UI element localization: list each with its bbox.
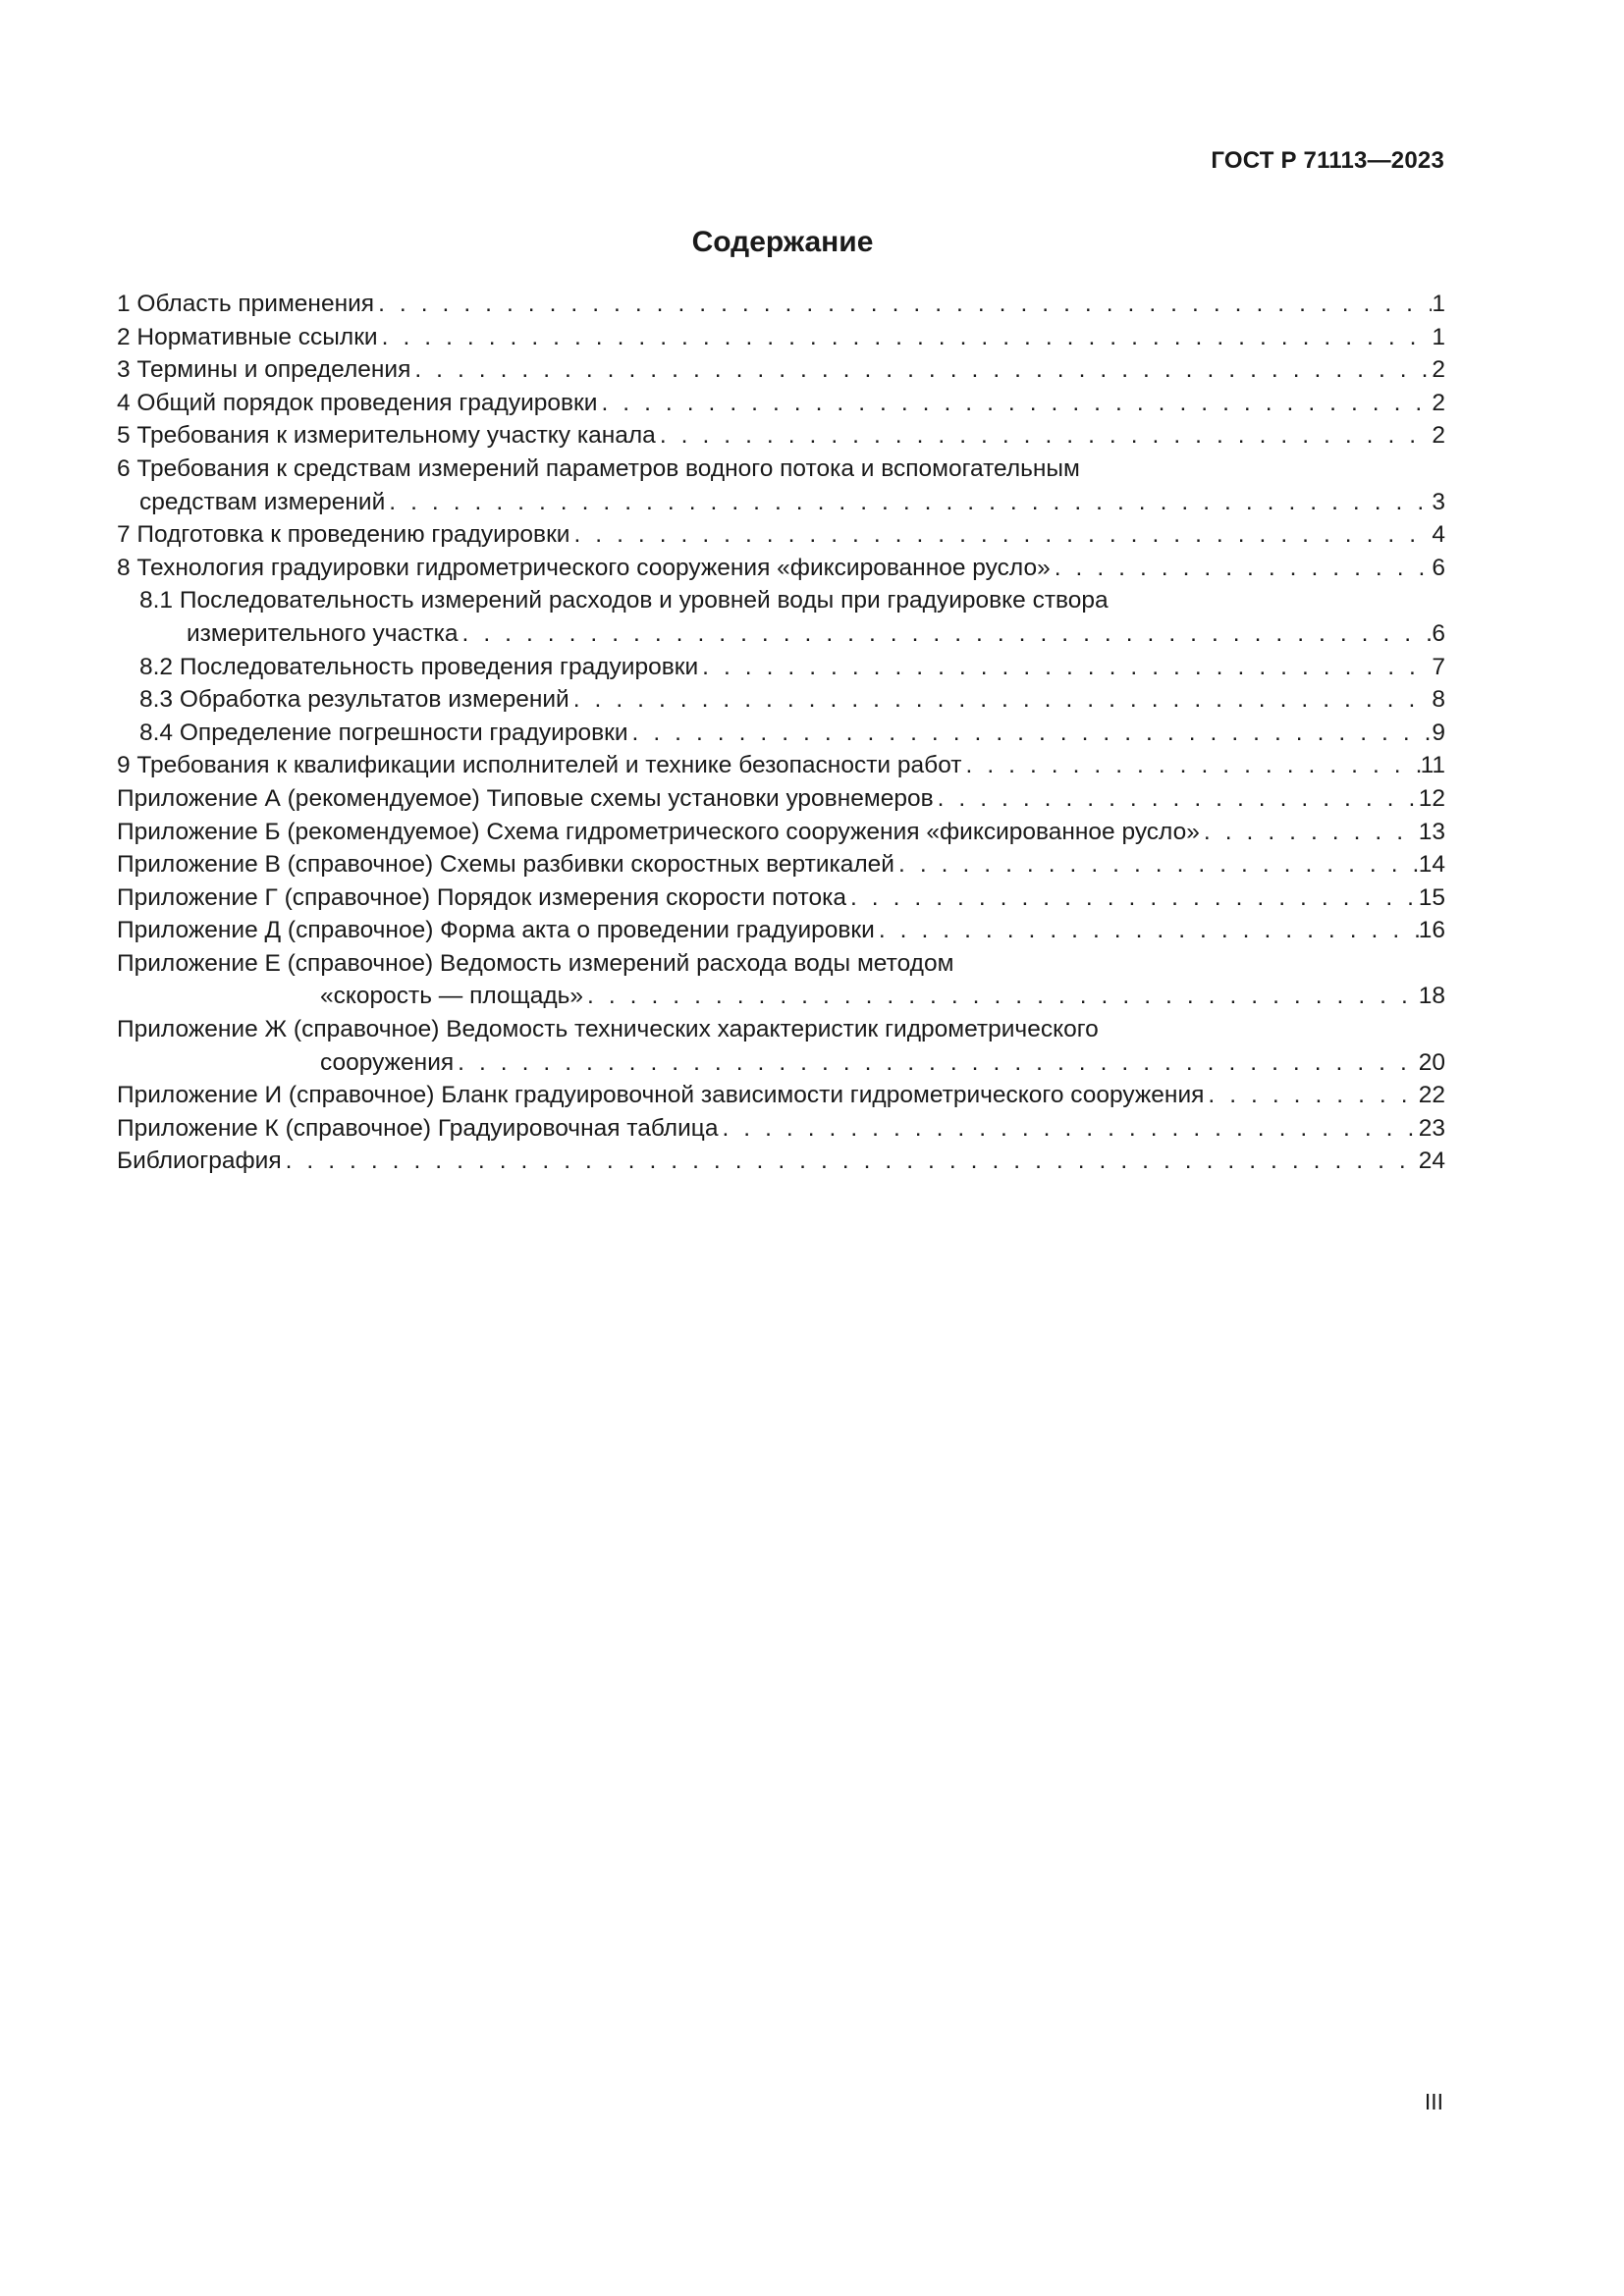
toc-entry-page: 9: [1432, 719, 1445, 746]
toc-entry-page: 20: [1418, 1048, 1445, 1076]
toc-leader-dots: [569, 683, 1433, 717]
toc-entry-page: 15: [1418, 883, 1445, 911]
toc-entry-text: Приложение И (справочное) Бланк градуировочной зависимости гидрометрического сооружения: [117, 1082, 1205, 1109]
toc-entry-page: 11: [1420, 752, 1445, 779]
toc-entry-page: 8: [1432, 686, 1445, 714]
toc-entry-text: 2 Нормативные ссылки: [117, 323, 378, 350]
toc-entry[interactable]: [117, 419, 1445, 453]
toc-entry-text: Приложение Д (справочное) Форма акта о проведении градуировки: [117, 917, 875, 944]
toc-entry-text: 8.4 Определение погрешности градуировки: [139, 719, 628, 746]
toc-appendix-entry[interactable]: [117, 914, 1445, 947]
toc-entry-page: 24: [1418, 1148, 1445, 1175]
toc-leader-dots: [894, 848, 1419, 881]
toc-entry-page: 2: [1432, 356, 1445, 384]
toc-leader-dots: [875, 914, 1419, 947]
toc-entry-text: 9 Требования к квалификации исполнителей и технике безопасности работ: [117, 752, 962, 779]
toc-entry-text: 5 Требования к измерительному участку канала: [117, 422, 656, 450]
table-of-contents: [117, 288, 1445, 1178]
toc-leader-dots: [454, 1046, 1419, 1080]
page-number: III: [1424, 2089, 1443, 2114]
toc-entry-page: 23: [1418, 1114, 1445, 1142]
toc-subentry[interactable]: [117, 683, 1445, 717]
toc-entry[interactable]: [117, 518, 1445, 552]
toc-entry-text: Приложение К (справочное) Градуировочная таблица: [117, 1114, 719, 1142]
toc-appendix-entry[interactable]: [117, 1013, 1445, 1046]
toc-leader-dots: [410, 353, 1432, 387]
toc-entry-page: 6: [1432, 554, 1445, 581]
toc-entry-text: 1 Область применения: [117, 291, 375, 317]
toc-entry[interactable]: [117, 321, 1445, 354]
toc-entry-text: 7 Подготовка к проведению градуировки: [117, 521, 570, 549]
toc-appendix-entry[interactable]: [117, 947, 1445, 981]
toc-entry-page: 7: [1432, 653, 1445, 680]
toc-leader-dots: [459, 617, 1433, 651]
toc-leader-dots: [1051, 552, 1433, 585]
toc-entry-page: 22: [1418, 1082, 1445, 1109]
toc-entry-page: 2: [1432, 422, 1445, 450]
toc-entry-page: 3: [1432, 488, 1445, 515]
toc-entry-text: 8.2 Последовательность проведения градуировки: [139, 653, 699, 680]
toc-title: Содержание: [691, 226, 874, 258]
toc-leader-dots: [378, 321, 1433, 354]
toc-leader-dots: [656, 419, 1433, 453]
toc-entry-page: 12: [1418, 784, 1445, 812]
toc-leader-dots: [282, 1145, 1419, 1178]
toc-entry-page: 4: [1432, 521, 1445, 549]
toc-entry-text: Библиография: [117, 1148, 282, 1175]
toc-leader-dots: [962, 749, 1421, 782]
toc-leader-dots: [385, 486, 1432, 519]
toc-entry-continuation[interactable]: [117, 617, 1445, 651]
toc-entry-text: Приложение В (справочное) Схемы разбивки скоростных вертикалей: [117, 851, 894, 879]
toc-entry[interactable]: [117, 749, 1445, 782]
toc-subentry[interactable]: [117, 717, 1445, 750]
toc-entry-text-continued: средствам измерений: [139, 488, 386, 515]
toc-appendix-entry[interactable]: [117, 1112, 1445, 1146]
toc-entry[interactable]: [117, 353, 1445, 387]
toc-entry-continuation[interactable]: [117, 1046, 1445, 1080]
toc-entry-text: Приложение А (рекомендуемое) Типовые схемы установки уровнемеров: [117, 784, 934, 812]
toc-appendix-entry[interactable]: [117, 816, 1445, 849]
toc-bibliography-entry[interactable]: [117, 1145, 1445, 1178]
toc-entry-page: 16: [1418, 917, 1445, 944]
toc-appendix-entry[interactable]: [117, 782, 1445, 816]
toc-appendix-entry[interactable]: [117, 881, 1445, 915]
toc-entry-text: 8.1 Последовательность измерений расходов и уровней воды при градуировке створа: [139, 587, 1109, 614]
toc-leader-dots: [934, 782, 1419, 816]
toc-entry-text: Приложение Ж (справочное) Ведомость технических характеристик гидрометрического: [117, 1016, 1099, 1043]
toc-leader-dots: [597, 387, 1432, 420]
toc-entry-page: 14: [1418, 851, 1445, 879]
toc-entry-text-continued: измерительного участка: [187, 619, 459, 647]
toc-entry-page: 6: [1432, 619, 1445, 647]
toc-entry-text: Приложение Г (справочное) Порядок измерения скорости потока: [117, 883, 846, 911]
toc-entry-continuation[interactable]: [117, 486, 1445, 519]
toc-leader-dots: [1200, 816, 1419, 849]
toc-leader-dots: [846, 881, 1419, 915]
toc-entry[interactable]: [117, 552, 1445, 585]
toc-entry[interactable]: [117, 453, 1445, 486]
toc-entry-text: 8.3 Обработка результатов измерений: [139, 686, 569, 714]
toc-entry-page: 18: [1418, 983, 1445, 1010]
toc-entry-text: 6 Требования к средствам измерений параметров водного потока и вспомогательным: [117, 454, 1080, 482]
toc-entry-page: 13: [1418, 818, 1445, 845]
toc-entry[interactable]: [117, 387, 1445, 420]
toc-leader-dots: [698, 651, 1432, 684]
toc-leader-dots: [583, 980, 1419, 1013]
toc-entry-text: 8 Технология градуировки гидрометрического сооружения «фиксированное русло»: [117, 554, 1051, 581]
toc-entry-text: Приложение Б (рекомендуемое) Схема гидрометрического сооружения «фиксированное русло»: [117, 818, 1200, 845]
toc-appendix-entry[interactable]: [117, 848, 1445, 881]
toc-entry-page: 1: [1432, 323, 1445, 350]
toc-entry-text: Приложение Е (справочное) Ведомость измерений расхода воды методом: [117, 949, 954, 977]
toc-entry-page: 1: [1432, 291, 1445, 317]
toc-entry[interactable]: [117, 288, 1445, 321]
toc-entry-text: 4 Общий порядок проведения градуировки: [117, 389, 598, 416]
toc-subentry[interactable]: [117, 651, 1445, 684]
toc-leader-dots: [374, 288, 1432, 321]
toc-appendix-entry[interactable]: [117, 1079, 1445, 1112]
toc-leader-dots: [569, 518, 1432, 552]
toc-leader-dots: [628, 717, 1433, 750]
toc-leader-dots: [718, 1112, 1418, 1146]
document-code: ГОСТ Р 71113—2023: [1211, 147, 1444, 174]
toc-subentry[interactable]: [117, 584, 1445, 617]
toc-entry-continuation[interactable]: [117, 980, 1445, 1013]
toc-leader-dots: [1204, 1079, 1418, 1112]
toc-entry-page: 2: [1432, 389, 1445, 416]
toc-entry-text-continued: сооружения: [320, 1048, 455, 1076]
toc-entry-text: 3 Термины и определения: [117, 356, 411, 384]
toc-entry-text-continued: «скорость — площадь»: [320, 983, 584, 1010]
